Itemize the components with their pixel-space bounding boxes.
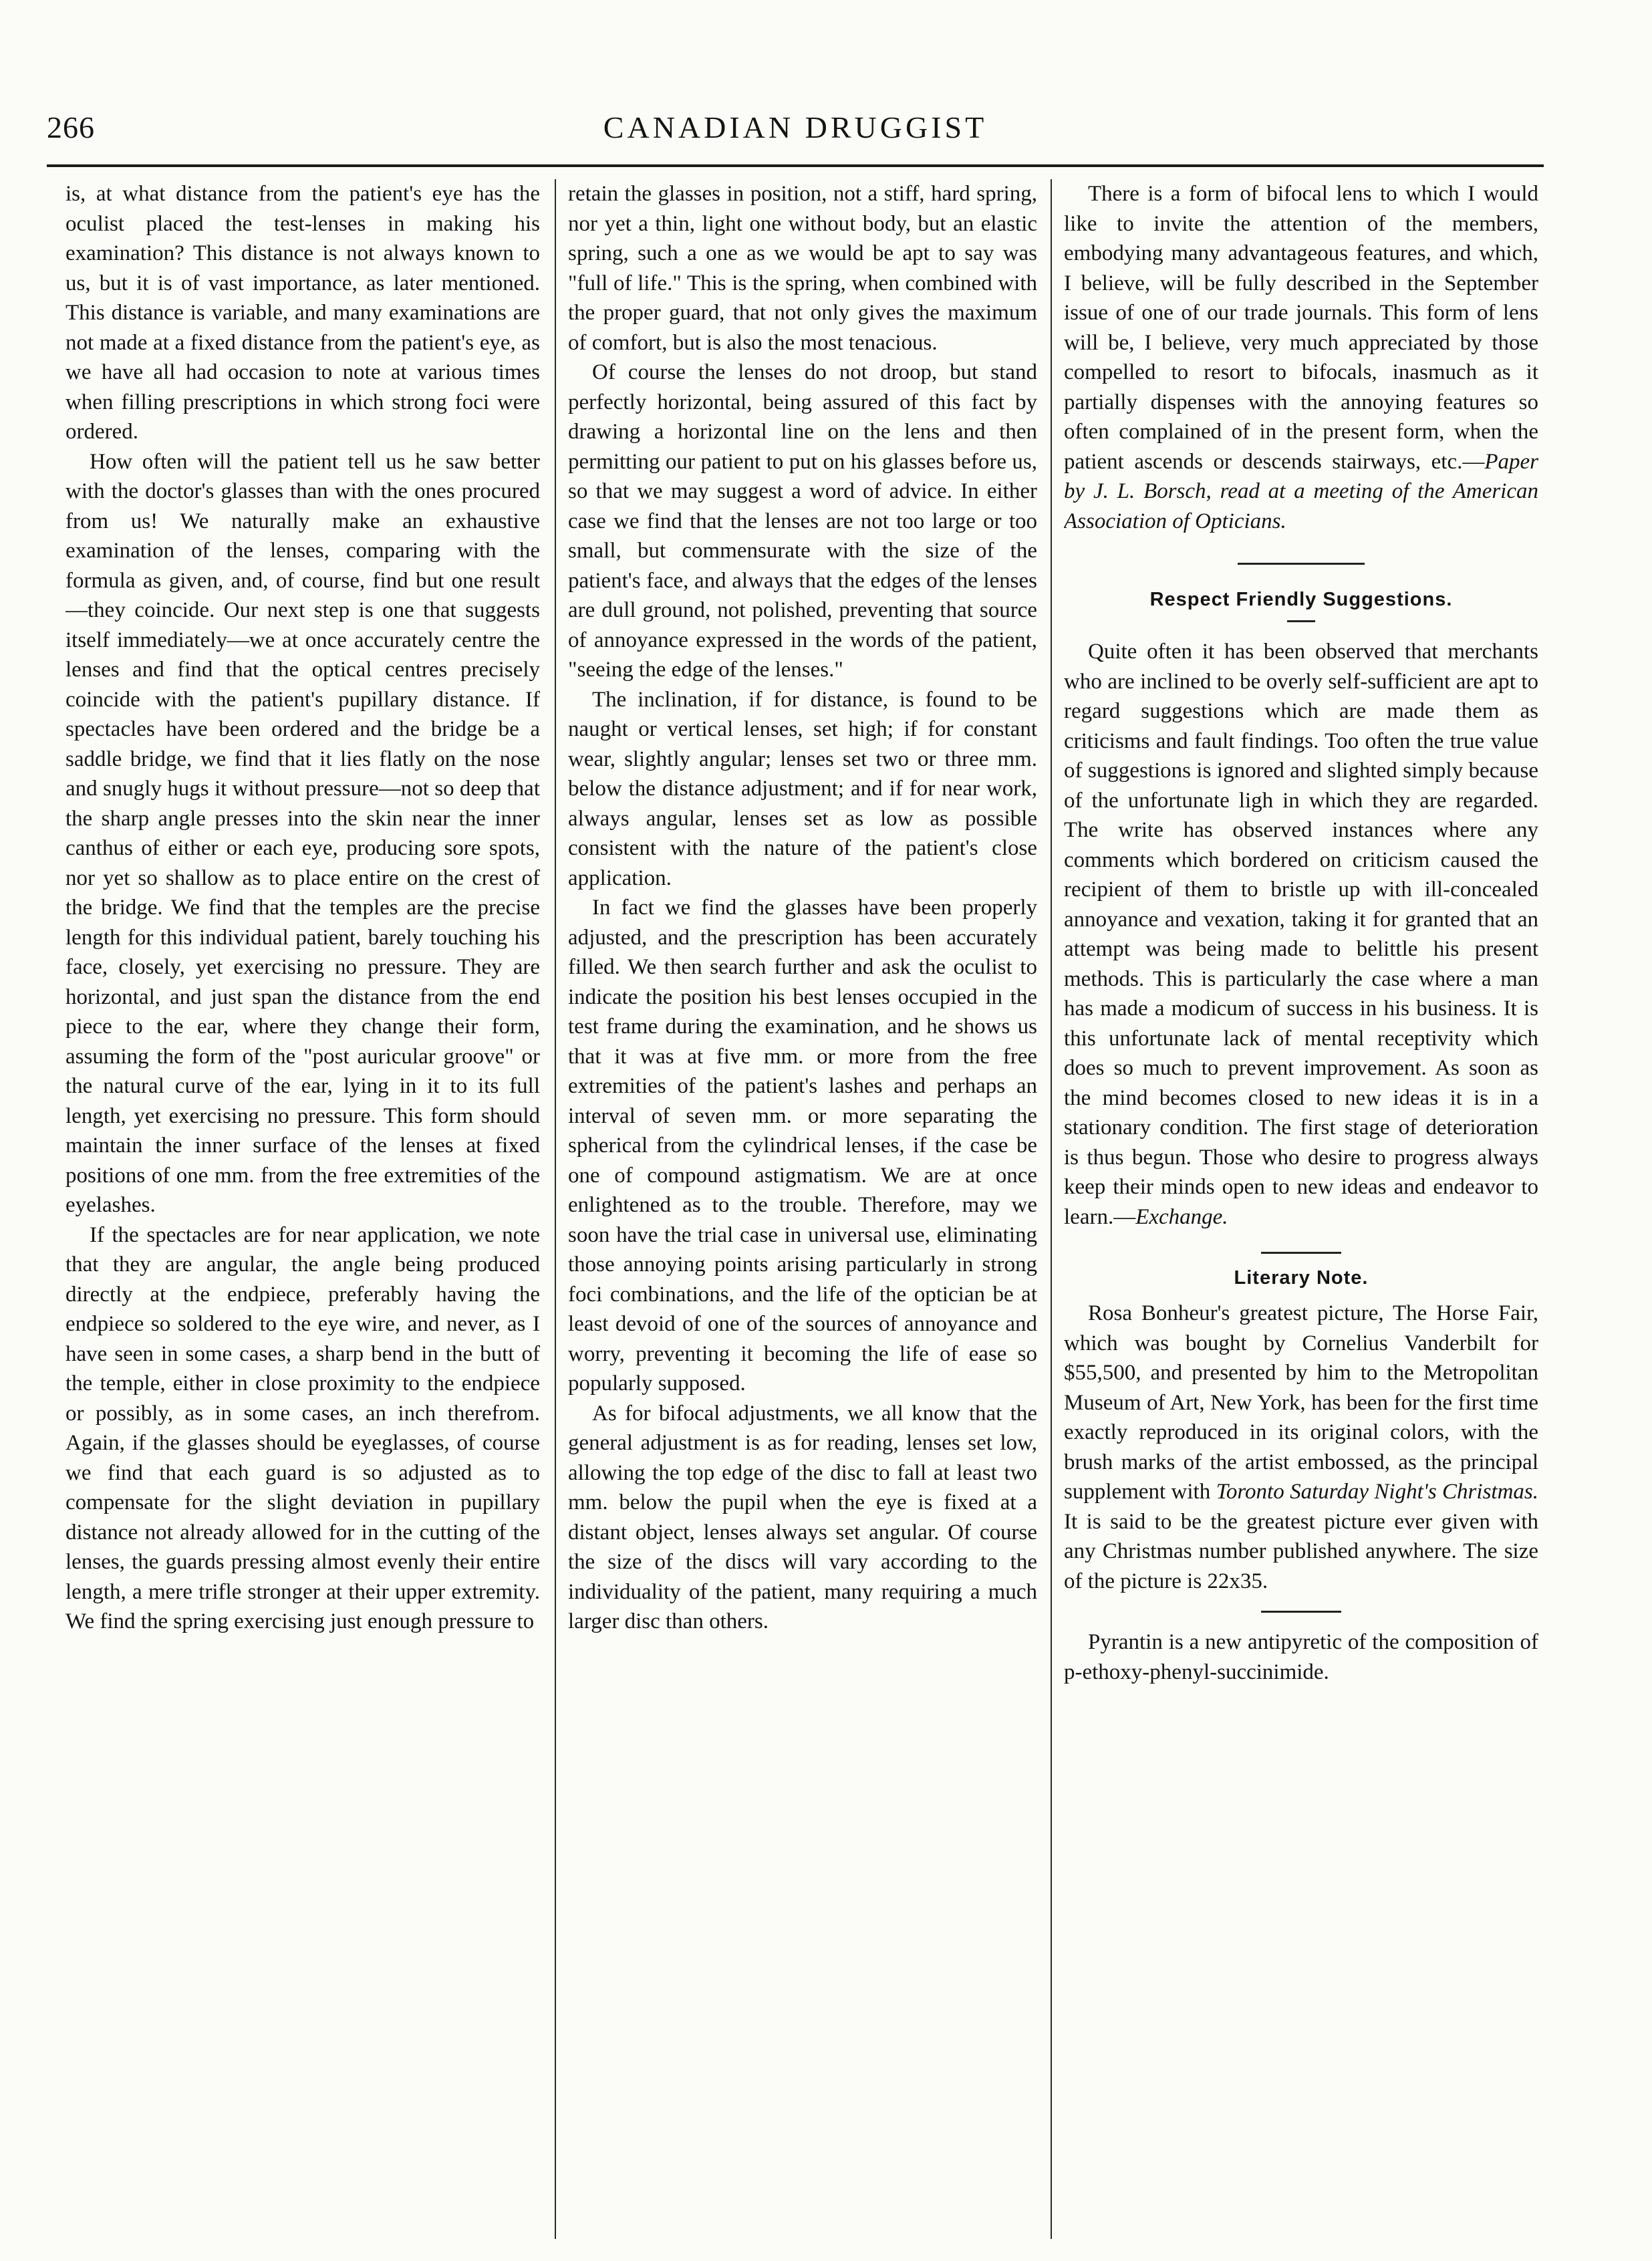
publication-title: Toronto Saturday Night's Christmas. xyxy=(1216,1480,1538,1504)
section-rule xyxy=(1238,563,1365,565)
exchange-attribution: Exchange. xyxy=(1135,1204,1228,1229)
suggestions-paragraph xyxy=(1064,637,1538,1232)
column-divider xyxy=(1051,179,1052,2239)
column-1-paragraph: How often will the patient tell us he saw better with the doctor's glasses than with the ones procured from us! We naturally make an exhaustive examination of the lenses, comparing with the formula as given, and, of course, find but one result—they coincide. Our next step is one that suggests itself immediately—we at once accurately centre the lenses and find that the optical centres precisely coincide with the patient's pupillary distance. If spectacles have been ordered and the bridge be a saddle bridge, we find that it lies flatly on the nose and snugly hugs it without pressure—not so deep that the sharp angle presses into the skin near the inner canthus of either or each eye, producing sore spots, nor yet so shallow as to place entire on the crest of the bridge. We find that the temples are the precise length for this individual patient, barely touching his face, closely, yet exercising no pressure. They are horizontal, and just span the distance from the end piece to the ear, where they change their form, assuming the form of the "post auricular groove" or the natural curve of the ear, lying in it to its full length, yet exercising no pressure. This form should maintain the inner surface of the lenses at fixed positions of one mm. from the free extremities of the eyelashes. xyxy=(65,449,540,1217)
column-1 xyxy=(65,179,540,2239)
section-heading-literary-note: Literary Note. xyxy=(1234,1267,1369,1289)
page-header xyxy=(47,74,1544,144)
column-1-paragraph: is, at what distance from the patient's eye has the oculist placed the test-lenses in making his examination? This distance is not always known to us, but it is of vast importance, as later mentioned. This distance is variable, and many examinations are not made at a fixed distance from the patient's eye, as we have all had occasion to note at various times when filling prescriptions in which strong foci were ordered. xyxy=(65,182,540,444)
suggestions-text: Quite often it has been observed that merchants who are inclined to be overly self-sufficient are apt to regard suggestions which are made them as criticisms and fault findings. Too often the true value of suggestions is ignored and slighted simply because of the unfortunate ligh in which they are regarded. The write has observed instances where any comments which bordered on criticism caused the recipient of them to bristle up with ill-concealed annoyance and vexation, taking it for granted that an attempt was being made to belittle his present methods. This is particularly the case where a man has made a modicum of success in his business. It is this unfortunate lack of mental receptivity which does so much to prevent improvement. As soon as the mind becomes closed to new ideas it is in a stationary condition. The first stage of deterioration is thus begun. Those who desire to progress always keep their minds open to new ideas and endeavor to learn.— xyxy=(1064,640,1538,1229)
column-2-paragraph: retain the glasses in position, not a stiff, hard spring, nor yet a thin, light one without body, but an elastic spring, such a one as we would be apt to say was "full of life." This is the spring, when combined with the proper guard, that not only gives the maximum of comfort, but is also the most tenacious. xyxy=(568,182,1037,355)
bifocal-text: There is a form of bifocal lens to which I would like to invite the attention of the members, embodying many advantageous features, and which, I believe, will be fully described in the September issue of one of our trade journals. This form of lens will be, I believe, very much appreciated by those compelled to resort to bifocals, inasmuch as it partially dispenses with the annoying features so often complained of in the present form, when the patient ascends or descends stairways, etc.— xyxy=(1064,182,1538,474)
section-rule xyxy=(1261,1252,1341,1254)
literary-note-text-continued: It is said to be the greatest picture ever given with any Christmas number published anywhere. The size of the picture is 22x35. xyxy=(1064,1509,1538,1593)
pyrantin-paragraph: Pyrantin is a new antipyretic of the composition of p-ethoxy-phenyl-succinimide. xyxy=(1064,1630,1538,1684)
column-2 xyxy=(568,179,1037,2239)
text-columns xyxy=(47,179,1544,2239)
column-2-paragraph: As for bifocal adjustments, we all know that the general adjustment is as for reading, lenses set low, allowing the top edge of the disc to fall at least two mm. below the pupil when the eye is fixed at a distant object, lenses always set angular. Of course the size of the discs will vary according to the individuality of the patient, many requiring a much larger disc than others. xyxy=(568,1401,1037,1633)
column-2-paragraph: The inclination, if for distance, is found to be naught or vertical lenses, set high; if for constant wear, slightly angular; lenses set two or three mm. below the distance adjustment; and if for near work, always angular, lenses set as low as possible consistent with the nature of the patient's close application. xyxy=(568,687,1037,890)
bifocal-paragraph xyxy=(1064,179,1538,536)
column-1-paragraph: If the spectacles are for near application, we note that they are angular, the angle being produced directly at the endpiece, preferably having the endpiece so soldered to the eye wire, and never, as I have seen in some cases, a sharp bend in the butt of the temple, either in close proximity to the endpiece or possibly, as in some cases, an inch therefrom. Again, if the glasses should be eyeglasses, of course we find that each guard is so adjusted as to compensate for the slight deviation in pupillary distance not already allowed for in the cutting of the lenses, the guards pressing almost evenly their entire length, a mere trifle stronger at their upper extremity. We find the spring exercising just enough pressure to xyxy=(65,1222,540,1633)
literary-note-paragraph xyxy=(1064,1299,1538,1596)
column-divider xyxy=(555,179,556,2239)
paper-attribution: Paper by J. L. Borsch, read at a meeting of the American Association of Opticians. xyxy=(1064,449,1538,533)
document-page xyxy=(47,74,1544,2239)
section-rule xyxy=(1287,620,1315,622)
section-rule xyxy=(1261,1611,1341,1613)
running-title: CANADIAN DRUGGIST xyxy=(603,110,988,144)
column-2-paragraph: Of course the lenses do not droop, but stand perfectly horizontal, being assured of this fact by drawing a horizontal line on the lens and then permitting our patient to put on his glasses before us, so that we may suggest a word of advice. In either case we find that the lenses are not too large or too small, but commensurate with the size of the patient's face, and always that the edges of the lenses are dull ground, not polished, preventing that source of annoyance expressed in the words of the patient, "seeing the edge of the lenses." xyxy=(568,360,1037,682)
page-number: 266 xyxy=(47,110,95,144)
column-2-paragraph: In fact we find the glasses have been properly adjusted, and the prescription has been accurately filled. We then search further and ask the oculist to indicate the position his best lenses occupied in the test frame during the examination, and he shows us that it was at five mm. or more from the free extremities of the patient's lashes and perhaps an interval of seven mm. or more separating the spherical from the cylindrical lenses, if the case be one of compound astigmatism. We are at once enlightened as to the trouble. Therefore, may we soon have the trial case in universal use, eliminating those annoying points arising particularly in strong foci combinations, and the life of the optician be at least devoid of one of the sources of annoyance and worry, preventing it becoming the life of ease so popularly supposed. xyxy=(568,896,1037,1395)
column-3 xyxy=(1064,179,1538,2239)
header-rule xyxy=(47,164,1544,167)
section-heading-suggestions: Respect Friendly Suggestions. xyxy=(1149,589,1453,610)
literary-note-text: Rosa Bonheur's greatest picture, The Horse Fair, which was bought by Cornelius Vanderbilt for $55,500, and presented by him to the Metropolitan Museum of Art, New York, has been for the first time exactly reproduced in its original colors, with the brush marks of the artist embossed, as the principal supplement with xyxy=(1064,1301,1538,1504)
